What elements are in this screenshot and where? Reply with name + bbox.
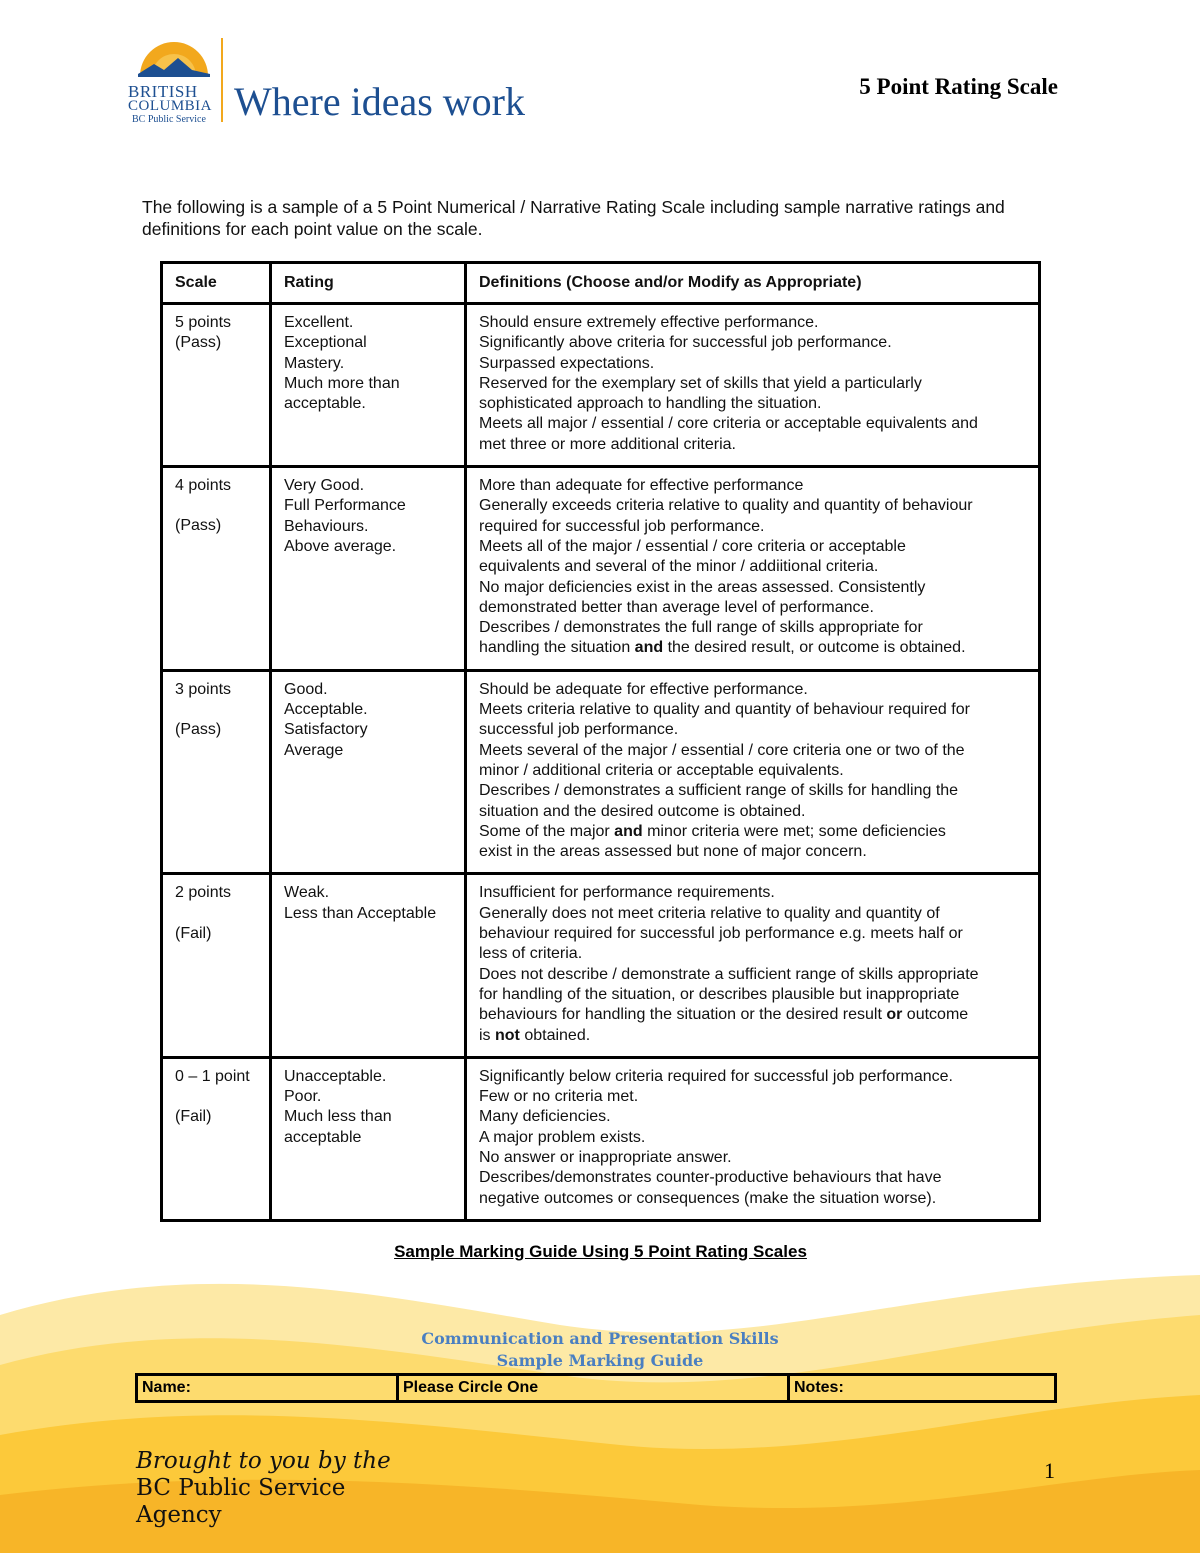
logo-tagline: Where ideas work (234, 79, 525, 124)
definitions-cell (466, 874, 1040, 1057)
logo-bc-public-service: BC Public Service (132, 114, 206, 125)
definitions-cell (466, 1057, 1040, 1220)
definition-line: Significantly below criteria required for successful job performance. (479, 1067, 953, 1085)
definition-line: exist in the areas assessed but none of major concern. (479, 843, 867, 861)
marking-col-name: Name: (137, 1375, 398, 1402)
header-rating: Rating (271, 263, 466, 304)
definition-line: for handling of the situation, or describes plausible but inappropriate (479, 985, 960, 1003)
scale-points: 0 – 1 point (175, 1067, 250, 1085)
rating-line: acceptable. (284, 395, 366, 413)
definition-line: required for successful job performance. (479, 517, 765, 535)
definition-line: behaviours for handling the situation or the desired result or outcome (479, 1006, 969, 1024)
scale-cell (162, 467, 271, 671)
definition-line: Meets all of the major / essential / core criteria or acceptable (479, 537, 906, 555)
scale-result: (Pass) (175, 517, 222, 535)
rating-line: acceptable (284, 1128, 362, 1146)
rating-line: Weak. (284, 884, 330, 902)
definition-line: Surpassed expectations. (479, 354, 655, 372)
scale-points: 3 points (175, 680, 232, 698)
definition-line: Insufficient for performance requirements. (479, 884, 775, 902)
definition-line: equivalents and several of the minor / addiitional criteria. (479, 558, 879, 576)
table-row (162, 304, 1040, 467)
footer-credit (136, 1448, 391, 1529)
rating-line: Unacceptable. (284, 1067, 387, 1085)
marking-subtitle: Sample Marking Guide (496, 1351, 704, 1370)
table-header-row (162, 263, 1040, 304)
definitions-cell (466, 304, 1040, 467)
bc-public-service-logo (128, 34, 528, 130)
marking-header-row (137, 1375, 1056, 1402)
logo-divider (221, 38, 223, 122)
definition-line: No major deficiencies exist in the areas assessed. Consistently (479, 578, 926, 596)
definition-line: Meets criteria relative to quality and quantity of behaviour required for (479, 701, 970, 719)
table-row (162, 874, 1040, 1057)
definition-line: Many deficiencies. (479, 1108, 611, 1126)
definition-line: met three or more additional criteria. (479, 435, 736, 453)
rating-scale-table (160, 261, 1041, 1222)
scale-result: (Pass) (175, 334, 222, 352)
rating-line: Excellent. (284, 314, 354, 331)
rating-line: Less than Acceptable (284, 904, 437, 922)
credit-line-2: BC Public Service (136, 1475, 346, 1501)
definition-line: Generally does not meet criteria relative to quality and quantity of (479, 904, 940, 922)
rating-line: Satisfactory (284, 721, 368, 739)
definition-line: A major problem exists. (479, 1128, 646, 1146)
scale-cell (162, 304, 271, 467)
definition-line: More than adequate for effective performance (479, 477, 804, 495)
definition-line: Generally exceeds criteria relative to quality and quantity of behaviour (479, 497, 973, 515)
rating-line: Much more than (284, 374, 400, 392)
intro-paragraph: The following is a sample of a 5 Point Numerical / Narrative Rating Scale including sample narrative ratings and definitions for each point value on the scale. (142, 197, 1005, 239)
scale-result: (Pass) (175, 721, 222, 739)
rating-cell (271, 467, 466, 671)
definition-line: handling the situation and the desired result, or outcome is obtained. (479, 639, 966, 657)
definition-line: minor / additional criteria or acceptable equivalents. (479, 761, 844, 779)
rating-line: Poor. (284, 1088, 322, 1106)
rating-line: Behaviours. (284, 517, 369, 535)
definition-line: is not obtained. (479, 1026, 591, 1044)
definition-line: behaviour required for successful job performance e.g. meets half or (479, 925, 963, 943)
rating-line: Much less than (284, 1108, 392, 1126)
rating-line: Mastery. (284, 354, 345, 372)
definition-line: negative outcomes or consequences (make the situation worse). (479, 1189, 937, 1207)
header-definitions: Definitions (Choose and/or Modify as Appropriate) (466, 263, 1040, 304)
marking-guide-table (135, 1373, 1057, 1403)
marking-guide-heading: Sample Marking Guide Using 5 Point Rating Scales (394, 1242, 807, 1261)
scale-points: 4 points (175, 477, 232, 495)
table-row (162, 1057, 1040, 1220)
scale-result: (Fail) (175, 1108, 212, 1126)
logo-british: BRITISH (128, 82, 198, 101)
rating-line: Full Performance (284, 497, 406, 515)
rating-line: Above average. (284, 537, 397, 555)
definition-line: Does not describe / demonstrate a sufficient range of skills appropriate (479, 965, 979, 983)
definition-line: Few or no criteria met. (479, 1088, 639, 1106)
page-number: 1 (1044, 1458, 1055, 1483)
definition-line: Should ensure extremely effective performance. (479, 314, 819, 331)
definition-line: successful job performance. (479, 721, 679, 739)
table-row (162, 670, 1040, 874)
rating-cell (271, 1057, 466, 1220)
marking-col-notes: Notes: (789, 1375, 1056, 1402)
definition-line: Describes / demonstrates the full range of skills appropriate for (479, 619, 923, 637)
rating-line: Average (284, 741, 344, 759)
scale-points: 2 points (175, 884, 232, 902)
scale-cell (162, 1057, 271, 1220)
definition-line: No answer or inappropriate answer. (479, 1148, 732, 1166)
scale-result: (Fail) (175, 924, 212, 942)
credit-line-1: Brought to you by the (136, 1448, 391, 1474)
definition-line: Reserved for the exemplary set of skills that yield a particularly (479, 374, 922, 392)
definition-line: demonstrated better than average level of performance. (479, 598, 874, 616)
definition-line: less of criteria. (479, 945, 583, 963)
definition-line: situation and the desired outcome is obtained. (479, 802, 806, 820)
definition-line: Meets several of the major / essential / core criteria one or two of the (479, 741, 965, 759)
credit-line-3: Agency (136, 1502, 222, 1528)
header-scale: Scale (162, 263, 271, 304)
logo-columbia: COLUMBIA (128, 98, 213, 114)
marking-guide-title (300, 1328, 900, 1372)
document-title: 5 Point Rating Scale (859, 74, 1058, 99)
definition-line: sophisticated approach to handling the situation. (479, 395, 822, 413)
marking-col-circle: Please Circle One (398, 1375, 789, 1402)
scale-points: 5 points (175, 314, 232, 331)
table-row (162, 467, 1040, 671)
definition-line: Some of the major and minor criteria were met; some deficiencies (479, 822, 946, 840)
rating-cell (271, 304, 466, 467)
definition-line: Describes/demonstrates counter-productive behaviours that have (479, 1169, 942, 1187)
rating-line: Acceptable. (284, 701, 368, 719)
definitions-cell (466, 670, 1040, 874)
rating-line: Very Good. (284, 477, 365, 495)
definitions-cell (466, 467, 1040, 671)
scale-cell (162, 670, 271, 874)
definition-line: Describes / demonstrates a sufficient range of skills for handling the (479, 782, 959, 800)
definition-line: Meets all major / essential / core criteria or acceptable equivalents and (479, 415, 978, 433)
rating-line: Exceptional (284, 334, 367, 352)
definition-line: Should be adequate for effective performance. (479, 680, 808, 698)
marking-title: Communication and Presentation Skills (421, 1329, 779, 1348)
scale-cell (162, 874, 271, 1057)
definition-line: Significantly above criteria for successful job performance. (479, 334, 892, 352)
rating-cell (271, 874, 466, 1057)
rating-cell (271, 670, 466, 874)
rating-line: Good. (284, 680, 328, 698)
